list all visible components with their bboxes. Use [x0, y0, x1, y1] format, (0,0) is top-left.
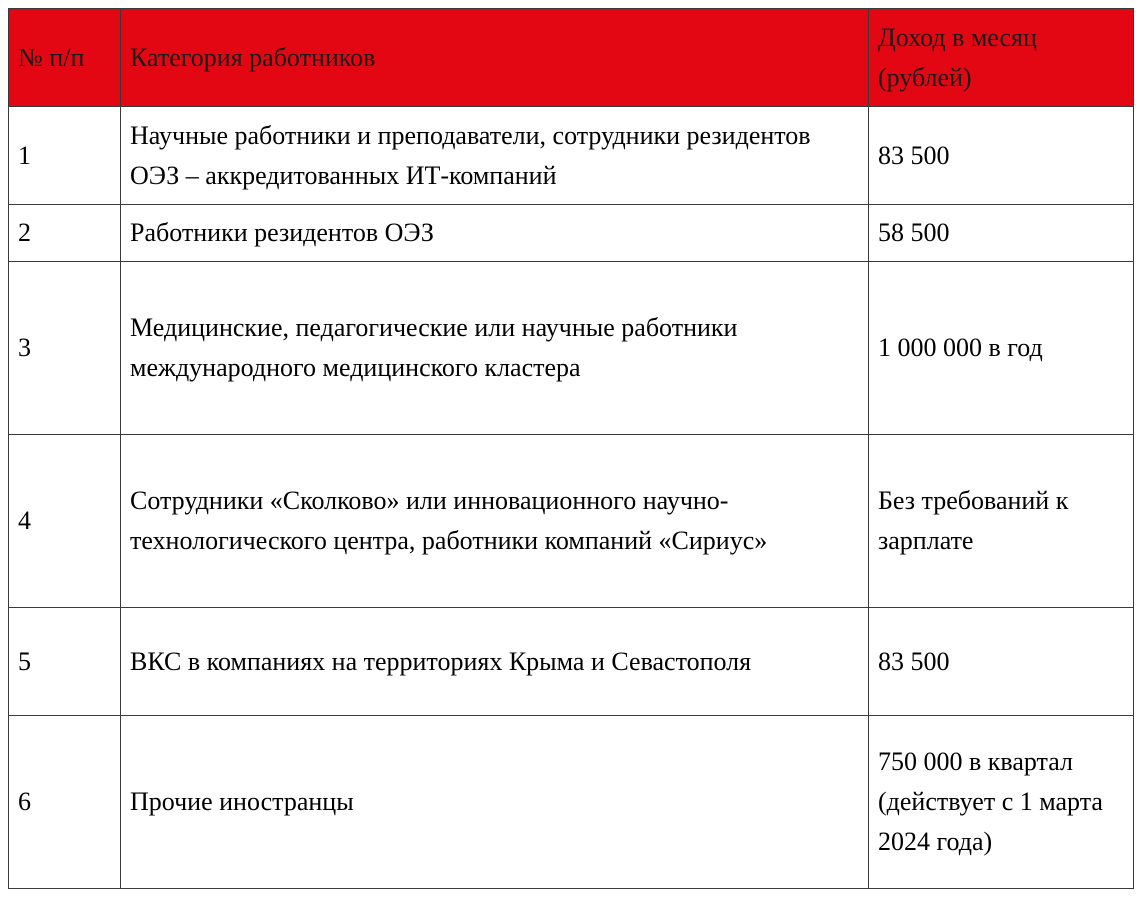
income-requirements-table — [8, 8, 1134, 889]
table-row — [9, 435, 1134, 608]
header-category: Категория работников — [121, 9, 869, 107]
row-income: 750 000 в квартал (действует с 1 марта 2024 года) — [869, 716, 1134, 889]
row-category: Сотрудники «Сколково» или инновационного научно-технологического центра, работники компаний «Сириус» — [121, 435, 869, 608]
table-row — [9, 608, 1134, 716]
row-category: Прочие иностранцы — [121, 716, 869, 889]
row-income: 83 500 — [869, 107, 1134, 205]
table-row — [9, 716, 1134, 889]
table-header-row — [9, 9, 1134, 107]
row-income: 1 000 000 в год — [869, 262, 1134, 435]
table-row — [9, 205, 1134, 262]
row-number: 5 — [9, 608, 121, 716]
row-category: ВКС в компаниях на территориях Крыма и Севастополя — [121, 608, 869, 716]
row-number: 4 — [9, 435, 121, 608]
row-income: 83 500 — [869, 608, 1134, 716]
row-income: 58 500 — [869, 205, 1134, 262]
row-number: 1 — [9, 107, 121, 205]
table-row — [9, 107, 1134, 205]
row-category: Медицинские, педагогические или научные работники международного медицинского кластера — [121, 262, 869, 435]
row-number: 3 — [9, 262, 121, 435]
table-row — [9, 262, 1134, 435]
row-income: Без требований к зарплате — [869, 435, 1134, 608]
header-number: № п/п — [9, 9, 121, 107]
row-category: Работники резидентов ОЭЗ — [121, 205, 869, 262]
row-number: 2 — [9, 205, 121, 262]
row-category: Научные работники и преподаватели, сотрудники резидентов ОЭЗ – аккредитованных ИТ-компаний — [121, 107, 869, 205]
header-income: Доход в месяц (рублей) — [869, 9, 1134, 107]
row-number: 6 — [9, 716, 121, 889]
